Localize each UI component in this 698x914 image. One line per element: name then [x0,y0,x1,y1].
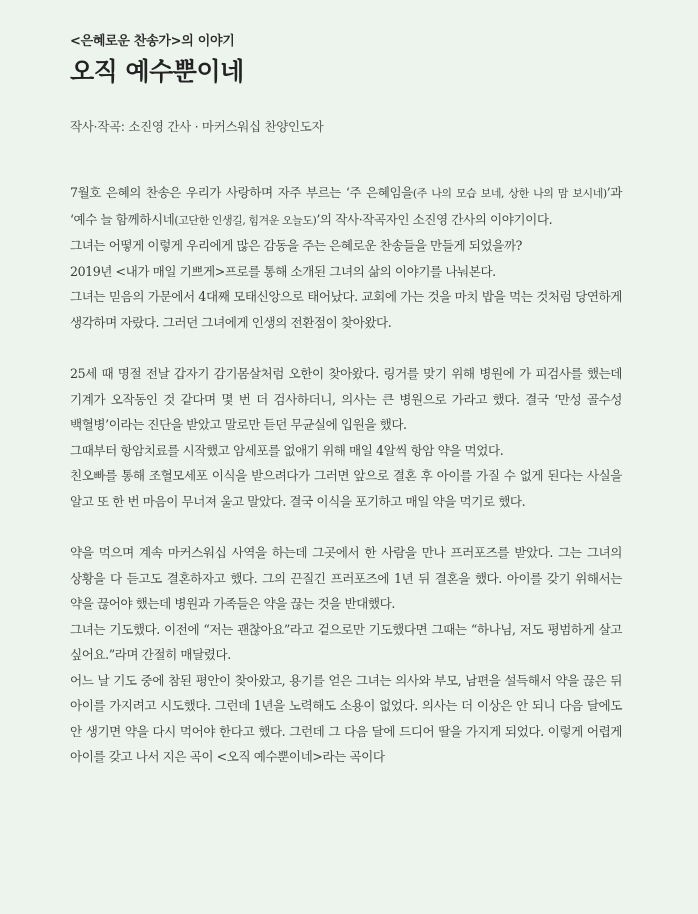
body-paragraph [70,233,622,259]
body-paragraph [70,540,622,617]
paragraph-text: 2019년 <내가 매일 기쁘게>프로를 통해 소개된 그녀의 삶의 이야기를 나눠본다. [70,263,496,279]
paragraph-text: 친오빠를 통해 조혈모세포 이식을 받으려다가 그러면 앞으로 결혼 후 아이를 가질 수 없게 된다는 사실을 알고 또 한 번 마음이 무너져 울고 말았다. 결국 이식을 포기하고 매일 약을 먹기로 했다. [70,468,622,509]
paragraph-text: 7월호 은혜의 찬송은 우리가 사랑하며 자주 부르는 ‘주 은혜임을 [70,185,413,200]
body-paragraph [70,361,622,438]
lyric-quote: (고단한 인생길, 힘겨운 오늘도) [174,213,317,227]
body-paragraph [70,259,622,285]
article-title: 오직 예수뿐이네 [70,57,244,86]
lyric-quote: (주 나의 모습 보네, 상한 나의 맘 보시네) [412,187,607,200]
body-paragraph [70,180,622,233]
paragraph-text: 그녀는 기도했다. 이전에 “저는 괜찮아요”라고 겉으로만 기도했다면 그때는 “하나님, 저도 평범하게 살고 싶어요.”라며 간절히 매달렸다. [70,621,622,662]
paragraph-text: 그녀는 어떻게 이렇게 우리에게 많은 감동을 주는 은혜로운 찬송들을 만들게 되었을까? [70,238,522,253]
paragraph-text: ’의 작사·작곡자인 소진영 간사의 이야기이다. [316,211,553,227]
paragraph-text: 어느 날 기도 중에 참된 평안이 찾아왔고, 용기를 얻은 그녀는 의사와 부모, 남편을 설득해서 약을 끊은 뒤 아이를 가지려고 시도했다. 그런데 1년을 노력해도 소용이 없었다. 의사는 더 이상은 안 되니 다음 달에도 안 생기면 약을 다시 먹어야 한다고 했다. 그런데 그 다음 달에 드디어 딸을 가지게 되었다. 이렇게 어렵게 아이를 갖고 나서 지은 곡이 <오직 예수뿐이네>라는 곡이다 [70,672,622,764]
body-paragraph [70,463,622,514]
paragraph-text: 약을 먹으며 계속 마커스워십 사역을 하는데 그곳에서 한 사람을 만나 프러포즈를 받았다. 그는 그녀의 상황을 다 듣고도 결혼하자고 했다. 그의 끈질긴 프러포즈에 1년 뒤 결혼을 했다. 아이를 갖기 위해서는 약을 끊어야 했는데 병원과 가족들은 약을 끊는 것을 반대했다. [70,545,622,611]
article-body [70,180,622,770]
article-credits: 작사·작곡: 소진영 간사 · 마커스워십 찬양인도자 [70,119,324,134]
paragraph-text: 25세 때 명절 전날 갑자기 감기몸살처럼 오한이 찾아왔다. 링거를 맞기 위해 병원에 가 피검사를 했는데 기계가 오작동인 것 같다며 몇 번 더 검사하더니, 의사는 큰 병원으로 가라고 했다. 결국 ‘만성 골수성 백혈병’이라는 진단을 받았고 말로만 듣던 무균실에 입원을 했다. [70,366,622,432]
article-kicker: <은혜로운 찬송가>의 이야기 [70,34,235,49]
body-paragraph [70,438,622,464]
paragraph-text: ’과 ‘예수 늘 함께하시네 [70,185,622,227]
paragraph-text: 그때부터 항암치료를 시작했고 암세포를 없애기 위해 매일 4알씩 항암 약을 먹었다. [70,442,504,458]
body-paragraph [70,617,622,668]
body-paragraph [70,668,622,770]
paragraph-text: 그녀는 믿음의 가문에서 4대째 모태신앙으로 태어났다. 교회에 가는 것을 마치 밥을 먹는 것처럼 당연하게 생각하며 자랐다. 그러던 그녀에게 인생의 전환점이 찾아왔다. [70,289,622,330]
body-paragraph [70,284,622,335]
